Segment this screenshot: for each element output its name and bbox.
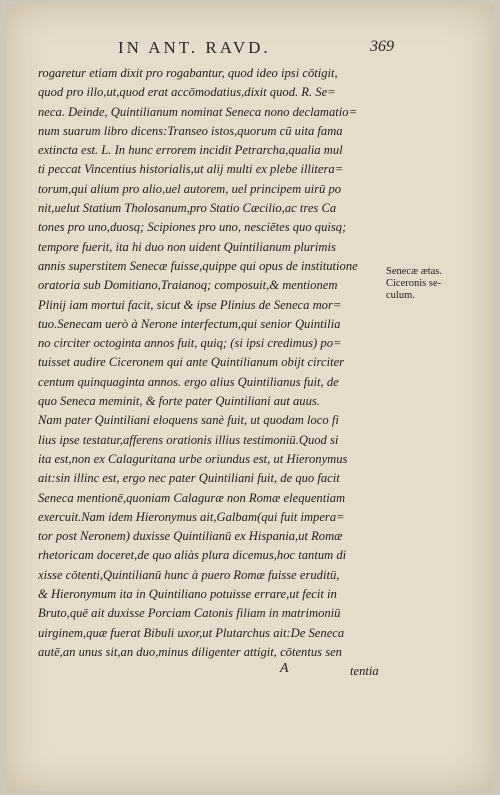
text-line: Nam pater Quintiliani eloquens sanè fuit, ut quodam loco fi	[38, 413, 339, 428]
text-line: quod pro illo,ut,quod erat accōmodatius,dixit quod. R. Se=	[38, 85, 336, 100]
text-line: lius ipse testatur,afferens orationis illius testimoniū.Quod si	[38, 432, 339, 447]
text-line: rogaretur etiam dixit pro rogabantur, quod ideo ipsi cōtigit,	[38, 66, 338, 80]
text-line: tuisset audire Ciceronem qui ante Quintilianum obijt circiter	[38, 355, 345, 370]
text-line: num suarum libro dicens:Transeo istos,quorum cū uita fama	[38, 123, 343, 138]
text-line: exercuit.Nam idem Hieronymus ait,Galbam(qui fuit impera=	[38, 509, 345, 524]
text-line: nit,uelut Statium Tholosanum,pro Statio Cæcilio,ac tres Ca	[38, 201, 337, 216]
text-line: autē,an unus sit,an duo,minus diligenter attigit, cōtentus sen	[38, 644, 342, 659]
page-number: 369	[370, 38, 394, 55]
book-page	[6, 4, 494, 791]
catchword: A	[280, 661, 289, 676]
running-head: IN ANT. RAVD.	[118, 38, 271, 57]
text-line: tuo.Senecam uerò à Nerone interfectum,qui senior Quintilia	[38, 316, 341, 331]
marginal-note	[386, 266, 486, 302]
text-line: quo Seneca meminit, & forte pater Quintiliani aut auus.	[38, 394, 320, 409]
text-line: ita est,non ex Calaguritana urbe oriundus est, ut Hieronymus	[38, 451, 348, 466]
text-line: no circiter octoginta annos fuit, quiq; (si ipsi credimus) po=	[38, 336, 342, 351]
text-line: Bruto,quē ait duxisse Porciam Catonis filiam in matrimoniū	[38, 606, 341, 621]
text-line: ait:sin illinc est, ergo nec pater Quintiliani fuit, de quo facit	[38, 471, 340, 486]
text-line: ti peccat Vincentius historialis,ut alij multi ex plebe illitera=	[38, 162, 344, 177]
text-line: Seneca mentionē,quoniam Calaguræ non Romæ elequentiam	[38, 490, 346, 505]
body-text	[38, 64, 388, 662]
text-line: xisse cōtenti,Quintilianū hunc à puero Romæ fuisse eruditū,	[38, 567, 340, 582]
text-line: tones pro uno,duosq; Scipiones pro uno, nesciētes quo quisq;	[38, 220, 347, 235]
text-line: tempore fuerit, ita hi duo non uident Quintilianum plurimis	[38, 239, 336, 254]
text-line: uirginem,quæ fuerat Bibuli uxor,ut Plutarchus ait:De Seneca	[38, 625, 345, 640]
marginal-note-line: Senecæ ætas.	[386, 266, 442, 277]
text-line: Plinij iam mortui facit, sicut & ipse Plinius de Seneca mor=	[38, 297, 342, 312]
text-line: tor post Neronem) duxisse Quintilianū ex Hispania,ut Romæ	[38, 529, 343, 544]
text-line: oratoria sub Domitiano,Traianoq; composuit,& mentionem	[38, 278, 338, 293]
marginal-note-line: Ciceronis se-	[386, 278, 442, 289]
text-line: annis superstitem Senecæ fuisse,quippe qui opus de institutione	[38, 258, 358, 273]
text-line: neca. Deinde, Quintilianum nominat Seneca nono declamatio=	[38, 104, 358, 119]
catchword-tail: tentia	[350, 664, 379, 678]
text-line: rhetoricam doceret,de quo aliàs plura dicemus,hoc tantum di	[38, 548, 347, 563]
text-line: torum,qui alium pro alio,uel autorem, uel principem uirū po	[38, 181, 342, 196]
marginal-note-line: culum.	[386, 290, 415, 301]
text-line: extincta est. L. In hunc errorem incidit Petrarcha,qualia mul	[38, 143, 343, 158]
page-header	[6, 38, 494, 60]
text-line: & Hieronymum ita in Quintiliano potuisse errare,ut fecit in	[38, 587, 337, 602]
text-line: centum quinquaginta annos. ergo alius Quintilianus fuit, de	[38, 374, 339, 389]
